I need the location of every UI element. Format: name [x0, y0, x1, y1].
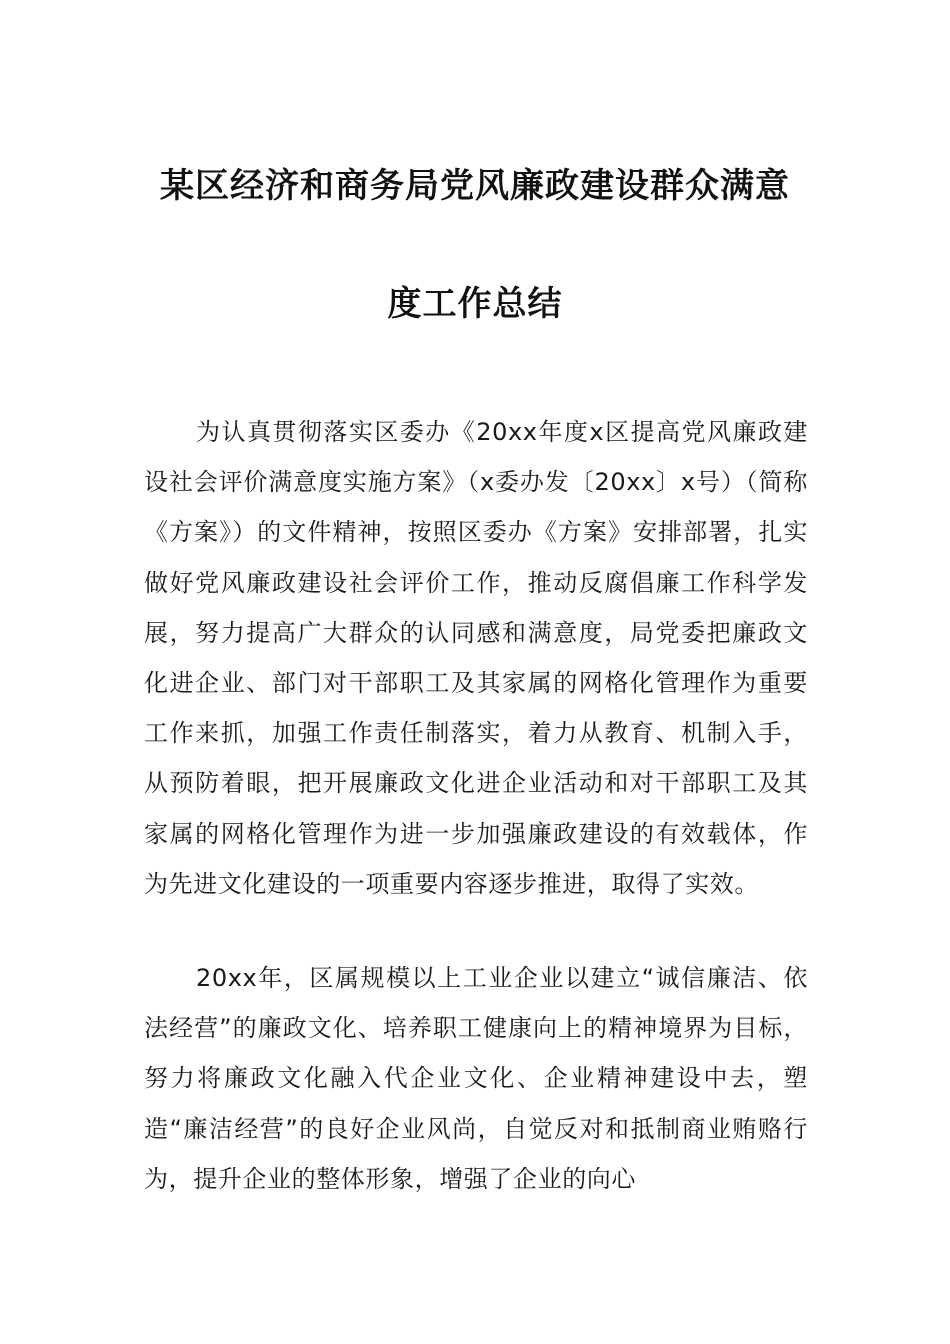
- body-paragraph: 为认真贯彻落实区委办《20xx年度x区提高党风廉政建设社会评价满意度实施方案》（x委办发〔20xx〕x号）（简称《方案》）的文件精神，按照区委办《方案》安排部署，扎实做好党风廉政建设社会评价工作，推动反腐倡廉工作科学发展，努力提高广大群众的认同感和满意度，局党委把廉政文化进企业、部门对干部职工及其家属的网格化管理作为重要工作来抓，加强工作责任制落实，着力从教育、机制入手，从预防着眼，把开展廉政文化进企业活动和对干部职工及其家属的网格化管理作为进一步加强廉政建设的有效载体，作为先进文化建设的一项重要内容逐步推进，取得了实效。: [144, 418, 808, 898]
- document-title-line-2: 度工作总结: [387, 284, 563, 324]
- body-paragraph: 20xx年，区属规模以上工业企业以建立“诚信廉洁、依法经营”的廉政文化、培养职工健康向上的精神境界为目标，努力将廉政文化融入代企业文化、企业精神建设中去，塑造“廉洁经营”的良好企业风尚，自觉反对和抵制商业贿赂行为，提升企业的整体形象，增强了企业的向心: [144, 964, 808, 1193]
- document-title-line-1: 某区经济和商务局党风廉政建设群众满意: [160, 166, 790, 206]
